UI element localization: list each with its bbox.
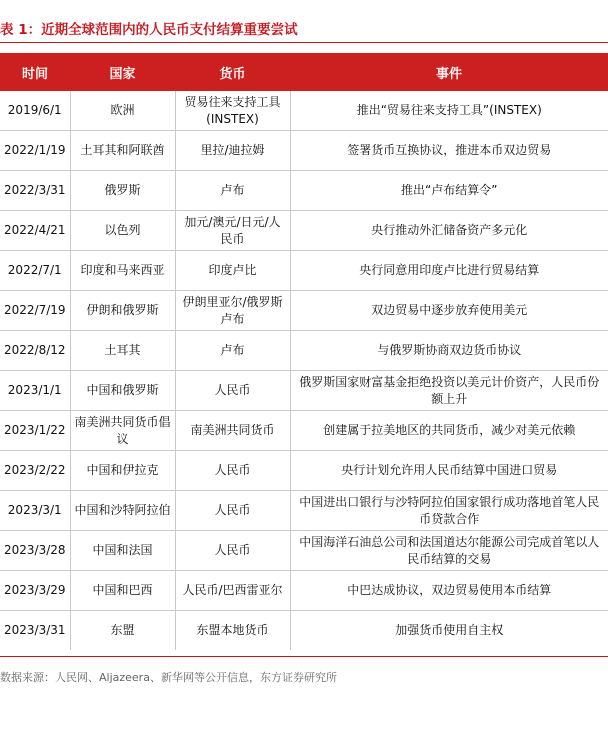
table-title: 表 1：近期全球范围内的人民币支付结算重要尝试 bbox=[0, 22, 298, 38]
cell-country: 中国和法国 bbox=[70, 531, 175, 571]
cell-event: 中国进出口银行与沙特阿拉伯国家银行成功落地首笔人民币贷款合作 bbox=[290, 491, 608, 531]
cell-time: 2023/3/28 bbox=[0, 531, 70, 571]
cell-country: 中国和伊拉克 bbox=[70, 451, 175, 491]
cell-currency: 人民币 bbox=[175, 491, 290, 531]
cell-time: 2022/7/19 bbox=[0, 291, 70, 331]
cell-time: 2023/3/1 bbox=[0, 491, 70, 531]
cell-event: 双边贸易中逐步放弃使用美元 bbox=[290, 291, 608, 331]
table-row bbox=[0, 531, 608, 571]
column-header-currency: 货币 bbox=[175, 53, 290, 91]
cell-country: 欧洲 bbox=[70, 91, 175, 131]
cell-country: 中国和沙特阿拉伯 bbox=[70, 491, 175, 531]
table-row bbox=[0, 571, 608, 611]
cell-time: 2022/4/21 bbox=[0, 211, 70, 251]
table-row bbox=[0, 251, 608, 291]
data-table bbox=[0, 53, 608, 650]
cell-country: 土耳其 bbox=[70, 331, 175, 371]
cell-currency: 加元/澳元/日元/人民币 bbox=[175, 211, 290, 251]
cell-event: 与俄罗斯协商双边货币协议 bbox=[290, 331, 608, 371]
table-header-row bbox=[0, 53, 608, 91]
cell-country: 中国和巴西 bbox=[70, 571, 175, 611]
cell-currency: 伊朗里亚尔/俄罗斯卢布 bbox=[175, 291, 290, 331]
data-table-container bbox=[0, 53, 608, 650]
cell-event: 推出“贸易往来支持工具”(INSTEX) bbox=[356, 103, 542, 117]
table-row bbox=[0, 211, 608, 251]
cell-time: 2022/3/31 bbox=[0, 171, 70, 211]
cell-country: 土耳其和阿联酋 bbox=[70, 131, 175, 171]
cell-event: 央行计划允许用人民币结算中国进口贸易 bbox=[290, 451, 608, 491]
cell-time: 2023/1/1 bbox=[0, 371, 70, 411]
cell-event: 中国海洋石油总公司和法国道达尔能源公司完成首笔以人民币结算的交易 bbox=[290, 531, 608, 571]
cell-event: 央行同意用印度卢比进行贸易结算 bbox=[290, 251, 608, 291]
table-bottom-divider bbox=[0, 656, 608, 657]
cell-currency: 贸易往来支持工具(INSTEX) bbox=[175, 91, 290, 131]
cell-country: 印度和马来西亚 bbox=[70, 251, 175, 291]
cell-currency: 南美洲共同货币 bbox=[175, 411, 290, 451]
cell-event: 推出“卢布结算令” bbox=[290, 171, 608, 211]
table-row bbox=[0, 411, 608, 451]
cell-country: 俄罗斯 bbox=[70, 171, 175, 211]
cell-country: 伊朗和俄罗斯 bbox=[70, 291, 175, 331]
column-header-country: 国家 bbox=[70, 53, 175, 91]
table-row bbox=[0, 291, 608, 331]
cell-time: 2019/6/1 bbox=[0, 91, 70, 131]
table-row bbox=[0, 171, 608, 211]
cell-time: 2022/8/12 bbox=[0, 331, 70, 371]
column-header-event: 事件 bbox=[290, 53, 608, 91]
table-row bbox=[0, 131, 608, 171]
cell-currency: 东盟本地货币 bbox=[175, 611, 290, 651]
cell-currency: 印度卢比 bbox=[175, 251, 290, 291]
cell-currency: 人民币 bbox=[175, 451, 290, 491]
cell-event: 央行推动外汇储备资产多元化 bbox=[290, 211, 608, 251]
cell-time: 2023/3/29 bbox=[0, 571, 70, 611]
cell-country: 中国和俄罗斯 bbox=[70, 371, 175, 411]
cell-time: 2022/1/19 bbox=[0, 131, 70, 171]
table-row bbox=[0, 611, 608, 651]
table-row bbox=[0, 91, 608, 131]
cell-time: 2023/3/31 bbox=[0, 611, 70, 651]
cell-event: 加强货币使用自主权 bbox=[290, 611, 608, 651]
cell-event: 中巴达成协议，双边贸易使用本币结算 bbox=[290, 571, 608, 611]
cell-currency: 人民币 bbox=[175, 371, 290, 411]
cell-currency: 卢布 bbox=[175, 331, 290, 371]
table-row bbox=[0, 451, 608, 491]
cell-country: 以色列 bbox=[70, 211, 175, 251]
cell-currency: 卢布 bbox=[175, 171, 290, 211]
table-row bbox=[0, 371, 608, 411]
cell-event: 创建属于拉美地区的共同货币，减少对美元依赖 bbox=[290, 411, 608, 451]
table-row bbox=[0, 331, 608, 371]
cell-country: 东盟 bbox=[70, 611, 175, 651]
cell-event: 签署货币互换协议，推进本币双边贸易 bbox=[290, 131, 608, 171]
cell-currency: 里拉/迪拉姆 bbox=[175, 131, 290, 171]
title-divider bbox=[0, 42, 608, 43]
cell-event: 俄罗斯国家财富基金拒绝投资以美元计价资产，人民币份额上升 bbox=[290, 371, 608, 411]
table-row bbox=[0, 491, 608, 531]
cell-currency: 人民币 bbox=[175, 531, 290, 571]
cell-time: 2023/1/22 bbox=[0, 411, 70, 451]
column-header-time: 时间 bbox=[0, 53, 70, 91]
cell-currency: 人民币/巴西雷亚尔 bbox=[175, 571, 290, 611]
cell-time: 2023/2/22 bbox=[0, 451, 70, 491]
cell-time: 2022/7/1 bbox=[0, 251, 70, 291]
source-note: 数据来源：人民网、Aljazeera、新华网等公开信息，东方证券研究所 bbox=[0, 671, 337, 684]
cell-country: 南美洲共同货币倡议 bbox=[70, 411, 175, 451]
